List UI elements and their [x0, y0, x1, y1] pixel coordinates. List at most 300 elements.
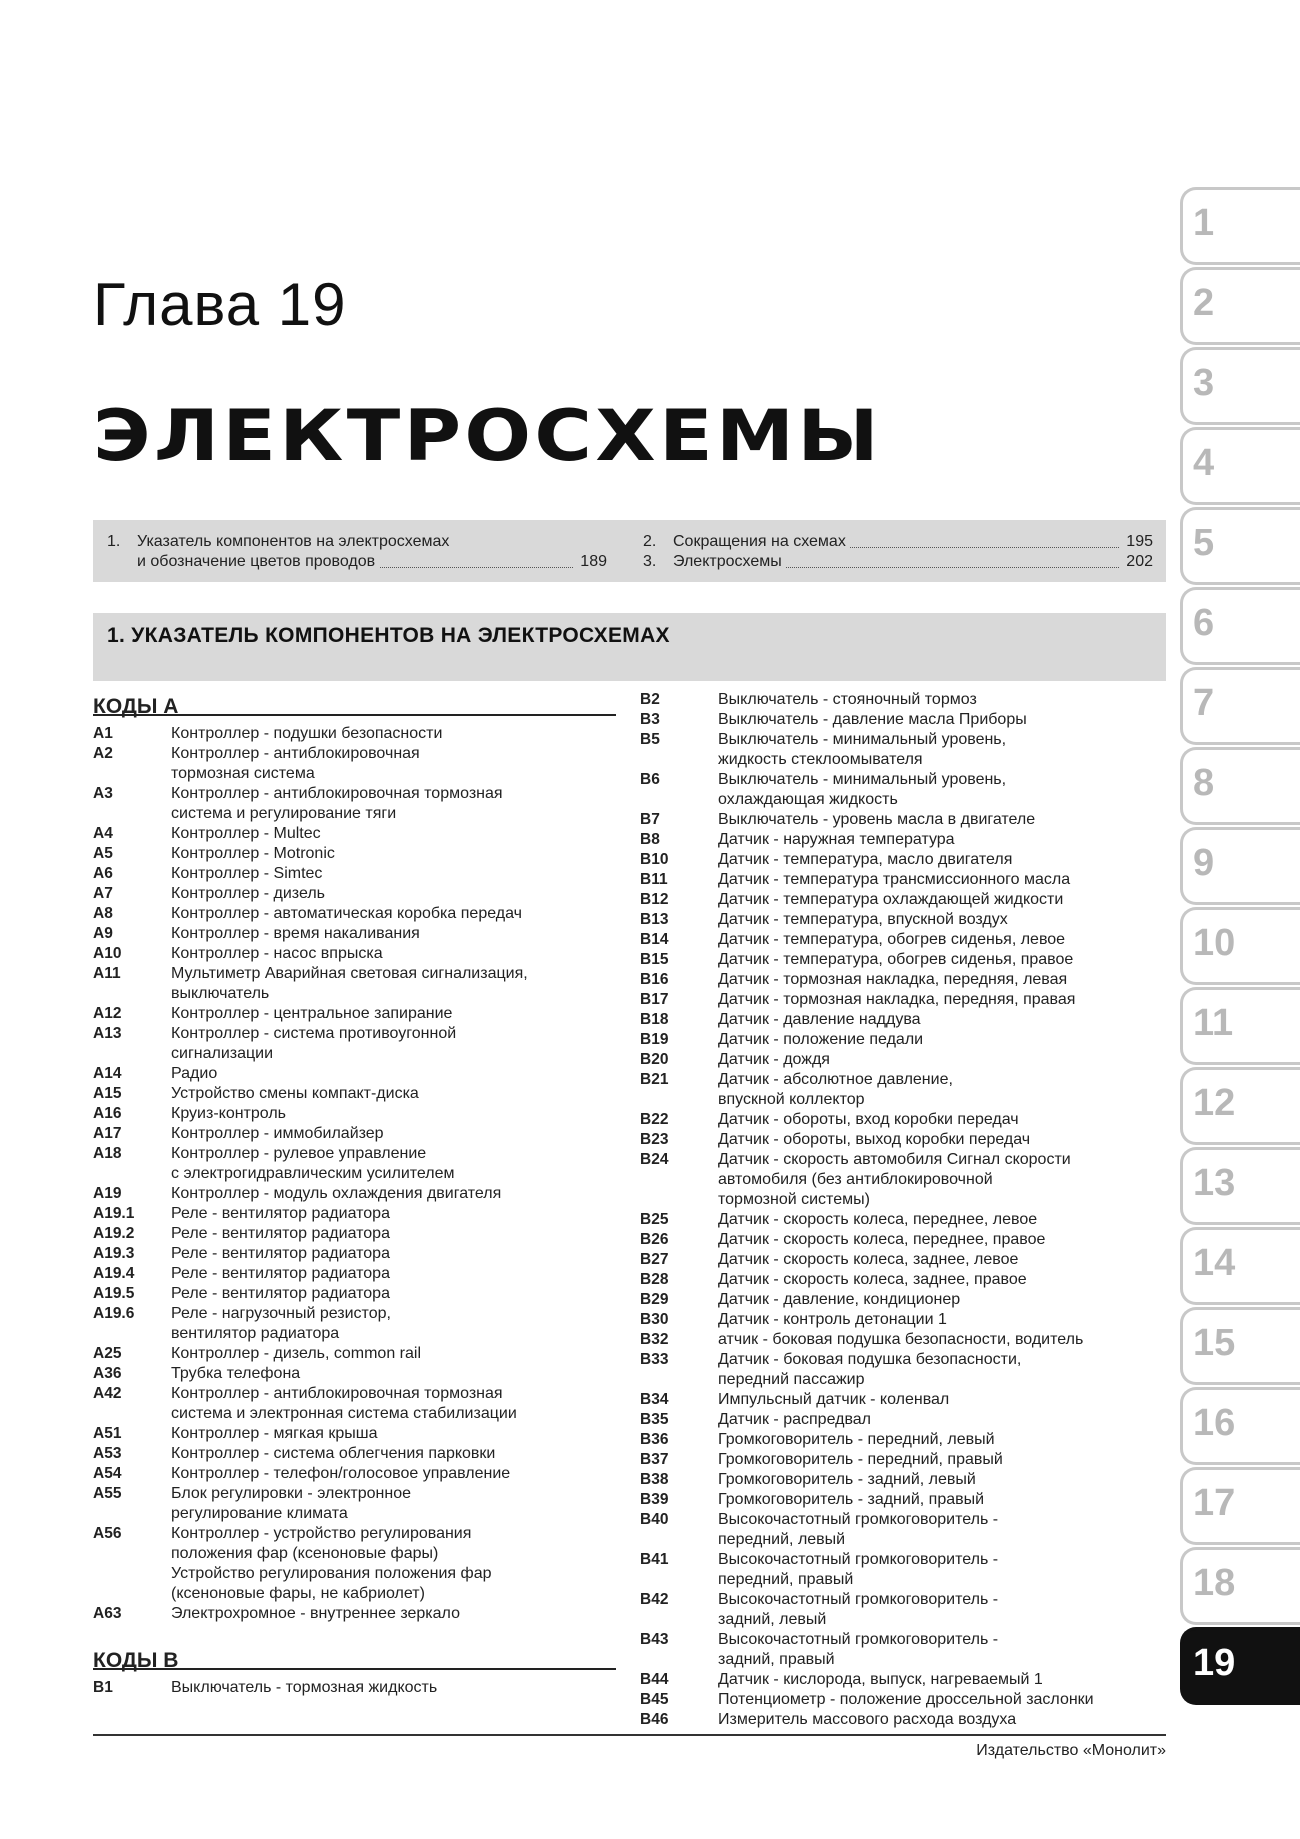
- description-line: Контроллер - антиблокировочная тормозная: [171, 785, 503, 802]
- list-item: [93, 784, 616, 824]
- chapter-tab-5[interactable]: [1180, 507, 1300, 585]
- description-line: Датчик - дождя: [718, 1051, 830, 1068]
- component-description: [171, 1224, 616, 1244]
- list-item: [640, 1510, 1160, 1550]
- component-description: [718, 890, 1160, 910]
- description-line: Выключатель - стояночный тормоз: [718, 691, 977, 708]
- chapter-tab-17[interactable]: [1180, 1467, 1300, 1545]
- list-item: [640, 1050, 1160, 1070]
- list-item: [640, 710, 1160, 730]
- component-code: B17: [640, 991, 669, 1008]
- list-item: [640, 1410, 1160, 1430]
- component-code: B18: [640, 1011, 669, 1028]
- list-item: [93, 1484, 616, 1524]
- list-item: [640, 1230, 1160, 1250]
- description-line: тормозная система: [171, 765, 315, 782]
- component-code: A2: [93, 745, 113, 762]
- component-code: A36: [93, 1365, 122, 1382]
- description-line: Датчик - скорость автомобиля Сигнал скорости: [718, 1151, 1071, 1168]
- toc-entry-text: Указатель компонентов на электросхемах: [137, 533, 450, 550]
- component-description: [718, 1710, 1160, 1730]
- list-item: [640, 1490, 1160, 1510]
- list-item: [93, 1384, 616, 1424]
- component-code: A6: [93, 865, 113, 882]
- chapter-tabs: [1180, 187, 1300, 1707]
- component-description: [171, 924, 616, 944]
- description-line: Датчик - температура, впускной воздух: [718, 911, 1008, 928]
- component-code: B22: [640, 1111, 669, 1128]
- list-item: [640, 1430, 1160, 1450]
- list-item: [640, 1690, 1160, 1710]
- description-line: Выключатель - минимальный уровень,: [718, 731, 1007, 748]
- component-description: [171, 964, 616, 1004]
- component-description: [718, 1390, 1160, 1410]
- description-line: Датчик - температура охлаждающей жидкости: [718, 891, 1064, 908]
- description-line: выключатель: [171, 985, 270, 1002]
- left-column: [93, 690, 616, 1698]
- list-item: [640, 990, 1160, 1010]
- description-line: Датчик - распредвал: [718, 1411, 871, 1428]
- description-line: передний, правый: [718, 1571, 854, 1588]
- description-line: Громкоговоритель - передний, левый: [718, 1431, 995, 1448]
- component-description: [171, 1304, 616, 1344]
- component-code: A19.5: [93, 1285, 135, 1302]
- component-code: A5: [93, 845, 113, 862]
- list-item: [93, 964, 616, 1004]
- component-description: [171, 1424, 616, 1444]
- component-code: B23: [640, 1131, 669, 1148]
- description-line: охлаждающая жидкость: [718, 791, 898, 808]
- component-description: [718, 930, 1160, 950]
- chapter-tab-number: 15: [1193, 1322, 1236, 1364]
- list-item: [93, 1084, 616, 1104]
- list-item: [93, 1124, 616, 1144]
- component-description: [718, 1470, 1160, 1490]
- description-line: Контроллер - мягкая крыша: [171, 1425, 378, 1442]
- description-line: Датчик - скорость колеса, заднее, правое: [718, 1271, 1027, 1288]
- list-item: [640, 1710, 1160, 1730]
- component-code: A15: [93, 1085, 122, 1102]
- list-item: [93, 904, 616, 924]
- list-item: [93, 1224, 616, 1244]
- component-code: B24: [640, 1151, 669, 1168]
- component-description: [171, 1384, 616, 1424]
- chapter-tab-number: 2: [1193, 282, 1215, 324]
- description-line: Датчик - контроль детонации 1: [718, 1311, 947, 1328]
- chapter-tab-number: 19: [1193, 1642, 1236, 1684]
- component-code: B19: [640, 1031, 669, 1048]
- description-line: Мультиметр Аварийная световая сигнализация,: [171, 965, 528, 982]
- list-item: [93, 1104, 616, 1124]
- list-item: [93, 844, 616, 864]
- component-code: B30: [640, 1311, 669, 1328]
- description-line: Контроллер - Multec: [171, 825, 321, 842]
- component-code: B29: [640, 1291, 669, 1308]
- chapter-tab-number: 4: [1193, 442, 1215, 484]
- component-description: [718, 1130, 1160, 1150]
- component-code: A56: [93, 1525, 122, 1542]
- component-description: [171, 1284, 616, 1304]
- list-item: [93, 1464, 616, 1484]
- list-item: [640, 1210, 1160, 1230]
- list-item: [640, 1450, 1160, 1470]
- description-line: Высокочастотный громкоговоритель -: [718, 1591, 999, 1608]
- right-column: [640, 690, 1160, 1730]
- description-line: Датчик - наружная температура: [718, 831, 955, 848]
- component-description: [718, 1070, 1160, 1110]
- list-item: [93, 744, 616, 784]
- chapter-tab-11[interactable]: [1180, 987, 1300, 1065]
- component-code: A18: [93, 1145, 122, 1162]
- component-code: B40: [640, 1511, 669, 1528]
- component-description: [171, 904, 616, 924]
- description-line: Контроллер - рулевое управление: [171, 1145, 427, 1162]
- component-code: B10: [640, 851, 669, 868]
- description-line: Датчик - тормозная накладка, передняя, правая: [718, 991, 1076, 1008]
- description-line: Датчик - тормозная накладка, передняя, левая: [718, 971, 1068, 988]
- chapter-tab-15[interactable]: [1180, 1307, 1300, 1385]
- chapter-title: ЭЛЕКТРОСХЕМЫ: [93, 395, 882, 477]
- description-line: Громкоговоритель - задний, правый: [718, 1491, 985, 1508]
- description-line: Круиз-контроль: [171, 1105, 286, 1122]
- description-line: Высокочастотный громкоговоритель -: [718, 1631, 999, 1648]
- description-line: Контроллер - дизель, common rail: [171, 1345, 422, 1362]
- component-code: A16: [93, 1105, 122, 1122]
- component-code: B34: [640, 1391, 669, 1408]
- list-item: [93, 924, 616, 944]
- list-item: [93, 1678, 616, 1698]
- toc-entry[interactable]: [107, 532, 607, 552]
- component-code: A53: [93, 1445, 122, 1462]
- component-description: [171, 784, 616, 824]
- component-code: B36: [640, 1431, 669, 1448]
- description-line: атчик - боковая подушка безопасности, водитель: [718, 1331, 1084, 1348]
- chapter-tab-7[interactable]: [1180, 667, 1300, 745]
- description-line: Датчик - боковая подушка безопасности,: [718, 1351, 1022, 1368]
- description-line: Высокочастотный громкоговоритель -: [718, 1551, 999, 1568]
- component-code: B26: [640, 1231, 669, 1248]
- component-description: [718, 1670, 1160, 1690]
- component-code: B6: [640, 771, 660, 788]
- component-description: [718, 970, 1160, 990]
- component-code: B21: [640, 1071, 669, 1088]
- component-description: [718, 730, 1160, 770]
- description-line: Выключатель - минимальный уровень,: [718, 771, 1007, 788]
- chapter-tab-6[interactable]: [1180, 587, 1300, 665]
- description-line: Контроллер - подушки безопасности: [171, 725, 443, 742]
- description-line: Контроллер - устройство регулирования: [171, 1525, 472, 1542]
- component-description: [171, 824, 616, 844]
- component-code: B1: [93, 1679, 113, 1696]
- description-line: регулирование климата: [171, 1505, 348, 1522]
- chapter-tab-12[interactable]: [1180, 1067, 1300, 1145]
- description-line: Датчик - температура трансмиссионного масла: [718, 871, 1071, 888]
- component-code: A1: [93, 725, 113, 742]
- list-item: [93, 1184, 616, 1204]
- list-item: [640, 770, 1160, 810]
- list-item: [640, 1030, 1160, 1050]
- list-item: [640, 910, 1160, 930]
- component-description: [718, 1450, 1160, 1470]
- list-item: [93, 824, 616, 844]
- description-line: Контроллер - антиблокировочная тормозная: [171, 1385, 503, 1402]
- list-item: [93, 1244, 616, 1264]
- chapter-tab-number: 6: [1193, 602, 1215, 644]
- component-code: A7: [93, 885, 113, 902]
- description-line: Реле - вентилятор радиатора: [171, 1225, 390, 1242]
- description-line: Датчик - положение педали: [718, 1031, 924, 1048]
- component-description: [718, 1010, 1160, 1030]
- toc-entry-page: 202: [1120, 552, 1153, 572]
- toc-left-column: [107, 532, 607, 572]
- component-description: [718, 1630, 1160, 1670]
- component-description: [718, 1430, 1160, 1450]
- codes-a-heading: КОДЫ А: [93, 690, 616, 716]
- description-line: Контроллер - центральное запирание: [171, 1005, 453, 1022]
- component-description: [718, 850, 1160, 870]
- toc-entry-text: и обозначение цветов проводов: [137, 553, 376, 570]
- component-code: B32: [640, 1331, 669, 1348]
- component-code: A8: [93, 905, 113, 922]
- list-item: [93, 1444, 616, 1464]
- component-description: [718, 1110, 1160, 1130]
- codes-b-list-right: [640, 690, 1160, 1730]
- component-description: [171, 1604, 616, 1624]
- component-description: [171, 1104, 616, 1124]
- list-item: [640, 890, 1160, 910]
- component-description: [171, 1244, 616, 1264]
- description-line: Датчик - температура, обогрев сиденья, левое: [718, 931, 1066, 948]
- component-description: [718, 1490, 1160, 1510]
- codes-b-heading: КОДЫ В: [93, 1644, 616, 1670]
- description-line: Контроллер - система облегчения парковки: [171, 1445, 496, 1462]
- component-description: [171, 884, 616, 904]
- toc-entry-label: [107, 533, 453, 550]
- description-line: Выключатель - давление масла Приборы: [718, 711, 1027, 728]
- toc-entry-number: 2.: [643, 533, 657, 550]
- component-code: A25: [93, 1345, 122, 1362]
- list-item: [93, 1344, 616, 1364]
- description-line: Датчик - абсолютное давление,: [718, 1071, 953, 1088]
- list-item: [93, 1304, 616, 1344]
- chapter-tab-2[interactable]: [1180, 267, 1300, 345]
- list-item: [640, 1630, 1160, 1670]
- chapter-tab-number: 9: [1193, 842, 1215, 884]
- toc-entry-label: [643, 553, 786, 570]
- component-description: [171, 1524, 616, 1604]
- list-item: [93, 1204, 616, 1224]
- description-line: Громкоговоритель - задний, левый: [718, 1471, 976, 1488]
- description-line: (ксеноновые фары, не кабриолет): [171, 1585, 425, 1602]
- chapter-tab-number: 13: [1193, 1162, 1236, 1204]
- chapter-tab-16[interactable]: [1180, 1387, 1300, 1465]
- list-item: [640, 1550, 1160, 1590]
- component-description: [718, 1310, 1160, 1330]
- list-item: [93, 1004, 616, 1024]
- component-code: B46: [640, 1711, 669, 1728]
- description-line: Контроллер - насос впрыска: [171, 945, 383, 962]
- chapter-tab-number: 8: [1193, 762, 1215, 804]
- component-description: [718, 1410, 1160, 1430]
- chapter-tab-number: 17: [1193, 1482, 1236, 1524]
- description-line: тормозной системы): [718, 1191, 870, 1208]
- list-item: [640, 1390, 1160, 1410]
- component-code: A51: [93, 1425, 122, 1442]
- component-description: [718, 1250, 1160, 1270]
- component-code: A19.3: [93, 1245, 135, 1262]
- list-item: [93, 1264, 616, 1284]
- component-description: [171, 1004, 616, 1024]
- toc-entry-page: 195: [1120, 532, 1153, 552]
- component-description: [718, 1590, 1160, 1630]
- description-line: Выключатель - тормозная жидкость: [171, 1679, 438, 1696]
- component-description: [718, 1030, 1160, 1050]
- component-description: [171, 1484, 616, 1524]
- description-line: Контроллер - автоматическая коробка передач: [171, 905, 522, 922]
- description-line: автомобиля (без антиблокировочной: [718, 1171, 993, 1188]
- chapter-tab-19[interactable]: [1180, 1627, 1300, 1705]
- description-line: Реле - вентилятор радиатора: [171, 1205, 390, 1222]
- component-description: [718, 1210, 1160, 1230]
- list-item: [93, 864, 616, 884]
- component-code: B37: [640, 1451, 669, 1468]
- description-line: с электрогидравлическим усилителем: [171, 1165, 455, 1182]
- description-line: впускной коллектор: [718, 1091, 865, 1108]
- component-code: B7: [640, 811, 660, 828]
- component-code: B35: [640, 1411, 669, 1428]
- chapter-tab-number: 11: [1193, 1002, 1234, 1044]
- chapter-tab-number: 7: [1193, 682, 1215, 724]
- description-line: Реле - вентилятор радиатора: [171, 1285, 390, 1302]
- chapter-tab-14[interactable]: [1180, 1227, 1300, 1305]
- list-item: [640, 1130, 1160, 1150]
- description-line: Громкоговоритель - передний, правый: [718, 1451, 1003, 1468]
- description-line: Датчик - давление, кондиционер: [718, 1291, 961, 1308]
- component-description: [171, 1144, 616, 1184]
- description-line: Контроллер - дизель: [171, 885, 325, 902]
- description-line: система и регулирование тяги: [171, 805, 397, 822]
- chapter-label: Глава 19: [93, 271, 347, 338]
- component-description: [171, 1464, 616, 1484]
- chapter-tab-1[interactable]: [1180, 187, 1300, 265]
- chapter-tab-18[interactable]: [1180, 1547, 1300, 1625]
- toc-entry[interactable]: [643, 532, 1153, 552]
- codes-b-list-left: [93, 1678, 616, 1698]
- description-line: Датчик - скорость колеса, переднее, правое: [718, 1231, 1046, 1248]
- chapter-tab-4[interactable]: [1180, 427, 1300, 505]
- chapter-tab-10[interactable]: [1180, 907, 1300, 985]
- list-item: [640, 730, 1160, 770]
- component-code: B38: [640, 1471, 669, 1488]
- component-description: [718, 690, 1160, 710]
- list-item: [93, 944, 616, 964]
- list-item: [640, 1670, 1160, 1690]
- component-code: B25: [640, 1211, 669, 1228]
- component-code: A3: [93, 785, 113, 802]
- component-description: [718, 950, 1160, 970]
- description-line: Высокочастотный громкоговоритель -: [718, 1511, 999, 1528]
- component-description: [171, 1344, 616, 1364]
- list-item: [640, 870, 1160, 890]
- description-line: Реле - вентилятор радиатора: [171, 1265, 390, 1282]
- description-line: Выключатель - уровень масла в двигателе: [718, 811, 1036, 828]
- description-line: Потенциометр - положение дроссельной заслонки: [718, 1691, 1094, 1708]
- chapter-tab-13[interactable]: [1180, 1147, 1300, 1225]
- component-description: [718, 1270, 1160, 1290]
- component-code: A17: [93, 1125, 122, 1142]
- chapter-tab-3[interactable]: [1180, 347, 1300, 425]
- chapter-tab-number: 16: [1193, 1402, 1236, 1444]
- chapter-tab-9[interactable]: [1180, 827, 1300, 905]
- component-code: B2: [640, 691, 660, 708]
- component-code: B20: [640, 1051, 669, 1068]
- component-description: [171, 1264, 616, 1284]
- description-line: вентилятор радиатора: [171, 1325, 340, 1342]
- list-item: [93, 1284, 616, 1304]
- description-line: Контроллер - иммобилайзер: [171, 1125, 384, 1142]
- component-description: [171, 1084, 616, 1104]
- description-line: Контроллер - Motronic: [171, 845, 335, 862]
- component-code: A42: [93, 1385, 122, 1402]
- list-item: [640, 1330, 1160, 1350]
- component-code: A19.4: [93, 1265, 135, 1282]
- description-line: Трубка телефона: [171, 1365, 301, 1382]
- component-code: B12: [640, 891, 669, 908]
- component-code: A19: [93, 1185, 122, 1202]
- component-code: A14: [93, 1065, 122, 1082]
- list-item: [640, 830, 1160, 850]
- codes-a-list: [93, 724, 616, 1624]
- list-item: [640, 1310, 1160, 1330]
- list-item: [640, 1350, 1160, 1390]
- component-code: A19.1: [93, 1205, 135, 1222]
- toc-entry[interactable]: [107, 552, 607, 572]
- component-code: B42: [640, 1591, 669, 1608]
- list-item: [93, 1524, 616, 1604]
- spacer: [93, 1624, 616, 1644]
- component-description: [718, 710, 1160, 730]
- description-line: Датчик - обороты, выход коробки передач: [718, 1131, 1031, 1148]
- list-item: [640, 1250, 1160, 1270]
- description-line: Датчик - температура, обогрев сиденья, правое: [718, 951, 1074, 968]
- list-item: [640, 690, 1160, 710]
- component-description: [171, 744, 616, 784]
- description-line: Реле - нагрузочный резистор,: [171, 1305, 391, 1322]
- list-item: [93, 1364, 616, 1384]
- component-code: B27: [640, 1251, 669, 1268]
- component-code: A13: [93, 1025, 122, 1042]
- description-line: Контроллер - Simtec: [171, 865, 323, 882]
- list-item: [640, 810, 1160, 830]
- description-line: жидкость стеклоомывателя: [718, 751, 923, 768]
- component-description: [171, 1124, 616, 1144]
- component-code: B16: [640, 971, 669, 988]
- component-code: B41: [640, 1551, 669, 1568]
- toc-entry-text: Электросхемы: [673, 553, 782, 570]
- toc-entry[interactable]: [643, 552, 1153, 572]
- description-line: сигнализации: [171, 1045, 274, 1062]
- list-item: [640, 1150, 1160, 1210]
- chapter-tab-number: 18: [1193, 1562, 1236, 1604]
- chapter-tab-number: 1: [1193, 202, 1215, 244]
- component-code: B13: [640, 911, 669, 928]
- description-line: Датчик - температура, масло двигателя: [718, 851, 1013, 868]
- chapter-tab-8[interactable]: [1180, 747, 1300, 825]
- component-code: B3: [640, 711, 660, 728]
- list-item: [640, 1110, 1160, 1130]
- toc-entry-number: 1.: [107, 533, 121, 550]
- component-code: B15: [640, 951, 669, 968]
